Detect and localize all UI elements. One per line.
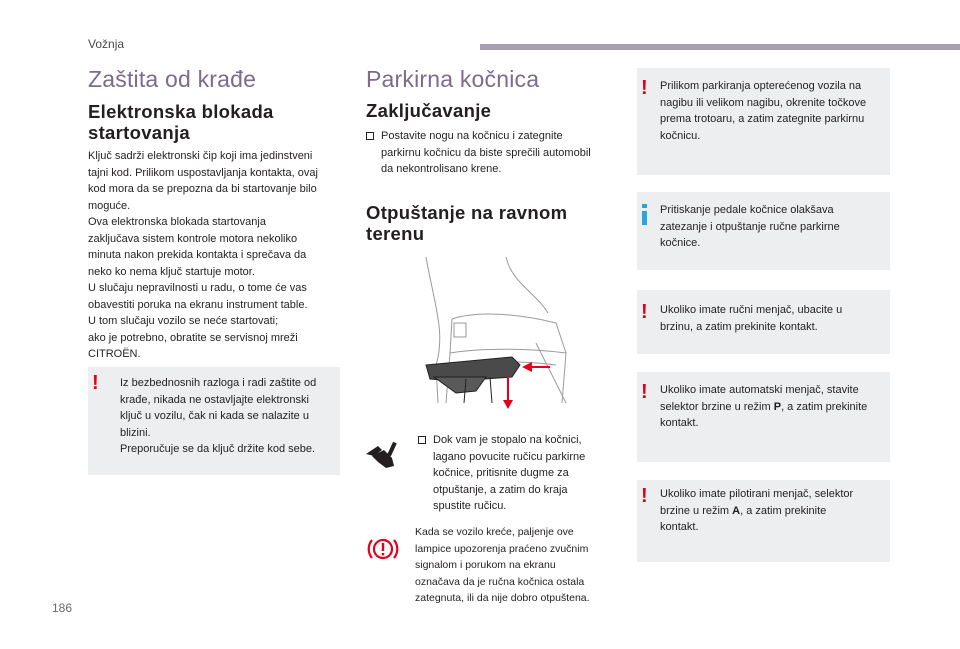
seat-handbrake-image <box>416 253 580 415</box>
slope-note-text: Prilikom parkiranja opterećenog vozila na nagibu ili velikom nagibu, okrenite točkove prema trotoaru, a zatim zategnite parkirnu kočnicu. <box>660 80 867 142</box>
foot-brake-icon <box>364 440 400 470</box>
key-warning-box <box>88 367 340 475</box>
piloted-gearbox-box <box>637 480 890 562</box>
info-icon-dot <box>642 204 647 208</box>
lock-text: Postavite nogu na kočnicu i zategnite parkirnu kočnicu da biste sprečili automobil da nekontrolisano krene. <box>381 130 591 175</box>
manual-gearbox-text: Ukoliko imate ručni menjač, ubacite u brzinu, a zatim prekinite kontakt. <box>660 304 843 333</box>
lock-heading: Zaključavanje <box>366 100 492 121</box>
bullet-square-icon <box>418 436 426 447</box>
release-heading: Otpuštanje na ravnom terenu <box>366 202 568 244</box>
piloted-gearbox-text: Ukoliko imate pilotirani menjač, selektor brzine u režim A, a zatim prekinite kontakt. <box>660 488 854 533</box>
section-label: Vožnja <box>88 37 125 51</box>
handbrake-illustration <box>416 253 580 415</box>
page-number: 186 <box>52 601 73 615</box>
pedal-info-text: Pritiskanje pedale kočnice olakšava zatezanje i otpuštanje ručne parkirne kočnice. <box>660 204 840 249</box>
immobiliser-heading: Elektronska blokada startovanja <box>88 101 274 143</box>
brake-warning-lamp-icon <box>366 534 400 564</box>
manual-gearbox-box <box>637 290 890 354</box>
key-warning-text: Iz bezbednosnih razloga i radi zaštite od krađe, nikada ne ostavljajte elektronski ključ u vozilu, čak ni kada se nalazite u blizini. Preporučuje se da ključ držite kod sebe. <box>120 377 317 455</box>
parking-brake-title: Parkirna kočnica <box>366 66 540 92</box>
bullet-square-icon <box>366 132 374 143</box>
warning-icon: ! <box>641 485 648 507</box>
automatic-gearbox-text: Ukoliko imate automatski menjač, stavite selektor brzine u režim P, a zatim prekinite kontakt. <box>660 384 868 429</box>
slope-note-box <box>637 68 890 175</box>
pedal-info-box <box>637 192 890 270</box>
section-bar <box>480 44 960 50</box>
warning-icon: ! <box>641 381 648 403</box>
warning-icon: ! <box>92 372 99 394</box>
automatic-gearbox-box <box>637 372 890 462</box>
warning-icon: ! <box>641 301 648 323</box>
anti-theft-title: Zaštita od krađe <box>88 66 257 92</box>
immobiliser-paragraph: Ključ sadrži elektronski čip koji ima jedinstveni tajni kod. Prilikom uspostavljanja kontakta, ovaj kod mora da se prepozna da bi startovanje bilo moguće. Ova elektronska blokada startovanja zaključava sistem kontrole motora nekoliko minuta nakon prekida kontakta i sprečava da neko ko nema ključ startuje motor. U slučaju nepravilnosti u radu, o tome će vas obavestiti poruka na ekranu instrument table. U tom slučaju vozilo se neće startovati; ako je potrebno, obratite se servisnoj mreži CITROËN. <box>88 150 318 360</box>
alert-lamp-text: Kada se vozilo kreće, paljenje ove lampice upozorenja praćeno zvučnim signalom i porukom na ekranu označava da je ručna kočnica ostala zategnuta, ili da nije dobro otpuštena. <box>415 526 590 604</box>
release-text: Dok vam je stopalo na kočnici, lagano povucite ručicu parkirne kočnice, pritisnite dugme za otpuštanje, a zatim do kraja spustite ručicu. <box>433 434 586 512</box>
warning-icon: ! <box>641 77 648 99</box>
info-icon <box>642 211 647 225</box>
